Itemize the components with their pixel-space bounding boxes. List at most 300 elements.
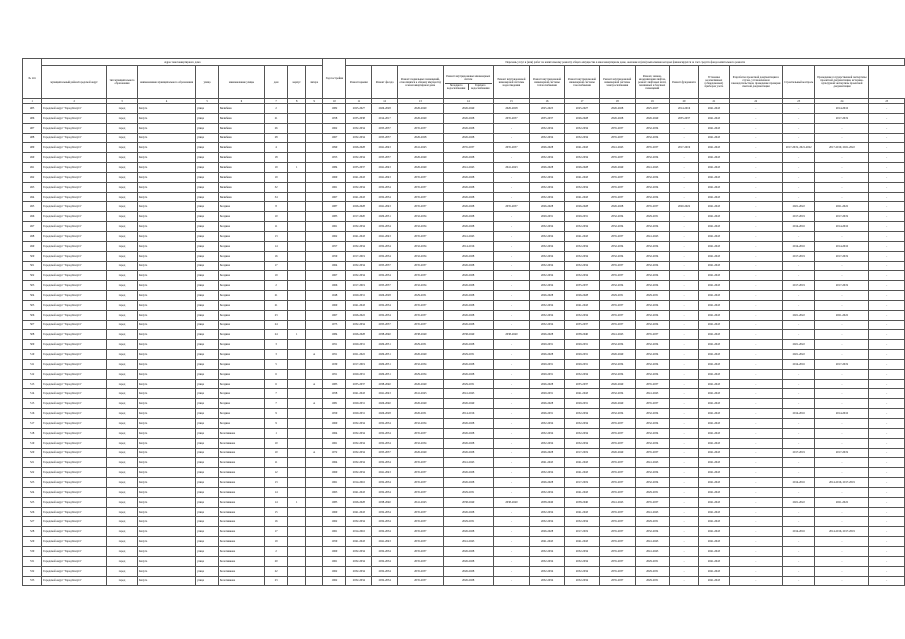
table-cell: Болотникова bbox=[218, 458, 264, 468]
table-cell: - bbox=[815, 340, 869, 350]
table-cell: - bbox=[493, 389, 529, 399]
table-cell: Болотникова bbox=[218, 448, 264, 458]
table-cell: 1962 bbox=[323, 576, 346, 586]
table-cell: город bbox=[107, 330, 138, 340]
column-number-cell: 10 bbox=[323, 99, 346, 104]
table-cell: 2021-2022 bbox=[782, 497, 814, 507]
table-cell: Болотникова bbox=[218, 556, 264, 566]
table-cell: - bbox=[815, 468, 869, 478]
table-cell: 2032-2034 bbox=[635, 182, 669, 192]
table-cell: 2032-2034 bbox=[530, 222, 565, 232]
table-cell: Болотникова bbox=[218, 527, 264, 537]
table-cell: - bbox=[782, 261, 814, 271]
table-row bbox=[23, 271, 905, 281]
table-cell: 2026-2028 bbox=[443, 556, 493, 566]
table-cell: 2029-2031 bbox=[346, 291, 372, 301]
table-cell: 2026-2028 bbox=[443, 419, 493, 429]
table-cell: - bbox=[729, 517, 782, 527]
table-cell bbox=[288, 448, 306, 458]
table-cell: - bbox=[729, 261, 782, 271]
table-cell: - bbox=[869, 419, 905, 429]
table-cell: 508 bbox=[23, 330, 42, 340]
table-cell: - bbox=[493, 369, 529, 379]
table-cell: 514 bbox=[23, 389, 42, 399]
table-cell: 2017-2019 bbox=[565, 448, 600, 458]
table-cell: 526 bbox=[23, 507, 42, 517]
table-cell: - bbox=[729, 182, 782, 192]
table-cell: - bbox=[815, 458, 869, 468]
table-cell: 2035-2037 bbox=[635, 330, 669, 340]
table-cell: 2035-2037 bbox=[398, 546, 444, 556]
table-cell: 21 bbox=[264, 113, 288, 123]
table-cell: Городской округ "Город Калуга" bbox=[42, 123, 107, 133]
table-cell: 489 bbox=[23, 143, 42, 153]
table-row bbox=[23, 527, 905, 537]
table-cell: 2032-2034 bbox=[398, 212, 444, 222]
table-cell: 2032-2034 bbox=[565, 409, 600, 419]
table-cell: 2017-2019 bbox=[815, 359, 869, 369]
table-cell: - bbox=[669, 212, 698, 222]
table-row bbox=[23, 340, 905, 350]
table-cell: 2029-2031 bbox=[398, 340, 444, 350]
table-cell: - bbox=[782, 428, 814, 438]
table-cell: 2026-2028 bbox=[443, 340, 493, 350]
table-cell: 2026-2040 bbox=[398, 379, 444, 389]
table-cell: 2035-2037 bbox=[599, 192, 635, 202]
table-cell: 2026-2028 bbox=[443, 153, 493, 163]
table-cell: 1959 bbox=[323, 409, 346, 419]
table-row bbox=[23, 222, 905, 232]
table-row bbox=[23, 359, 905, 369]
table-cell: 22 bbox=[264, 566, 288, 576]
table-cell: 2026-2031 bbox=[398, 409, 444, 419]
table-cell: - bbox=[669, 231, 698, 241]
table-cell bbox=[305, 202, 322, 212]
table-cell: - bbox=[493, 409, 529, 419]
table-cell: 2029-2031 bbox=[346, 369, 372, 379]
column-number-cell: 4 bbox=[137, 99, 195, 104]
column-number-cell: 11 bbox=[346, 99, 372, 104]
table-cell: улица bbox=[196, 399, 219, 409]
table-cell: - bbox=[869, 104, 905, 114]
table-row bbox=[23, 241, 905, 251]
table-cell: 2032-2034 bbox=[530, 192, 565, 202]
table-cell: 533 bbox=[23, 576, 42, 586]
table-cell: 16 bbox=[264, 251, 288, 261]
table-cell: 2032-2034 bbox=[635, 271, 669, 281]
table-cell bbox=[305, 497, 322, 507]
table-cell: - bbox=[493, 212, 529, 222]
table-cell: 2032-2034 bbox=[635, 123, 669, 133]
table-cell: Калуга bbox=[137, 399, 195, 409]
table-cell: 2032-2034 bbox=[565, 576, 600, 586]
table-cell: город bbox=[107, 163, 138, 173]
table-cell: - bbox=[815, 438, 869, 448]
table-cell: город bbox=[107, 419, 138, 429]
table-cell: - bbox=[869, 389, 905, 399]
table-cell: - bbox=[493, 576, 529, 586]
table-cell: - bbox=[669, 556, 698, 566]
table-cell: 2035-2037 bbox=[346, 379, 372, 389]
table-cell: 2032-2034 bbox=[565, 369, 600, 379]
table-cell: 28 bbox=[264, 133, 288, 143]
table-cell bbox=[288, 576, 306, 586]
table-cell: 2032-2034 bbox=[530, 271, 565, 281]
table-cell: - bbox=[493, 556, 529, 566]
table-cell: 2029-2031 bbox=[443, 379, 493, 389]
column-number-cell: 22 bbox=[729, 99, 782, 104]
table-cell: 2026-2028 bbox=[443, 320, 493, 330]
table-cell: - bbox=[493, 153, 529, 163]
table-cell: город bbox=[107, 340, 138, 350]
table-cell: Городской округ "Город Калуга" bbox=[42, 369, 107, 379]
column-number-cell: 6 bbox=[218, 99, 264, 104]
table-cell: 2032-2034 bbox=[398, 241, 444, 251]
table-cell: улица bbox=[196, 192, 219, 202]
table-cell: - bbox=[669, 182, 698, 192]
table-cell: - bbox=[669, 172, 698, 182]
table-cell: 2041-2043 bbox=[565, 468, 600, 478]
table-cell: Калуга bbox=[137, 123, 195, 133]
table-cell: 2026-2040 bbox=[398, 153, 444, 163]
table-cell: - bbox=[669, 163, 698, 173]
table-cell: - bbox=[869, 546, 905, 556]
table-cell: улица bbox=[196, 389, 219, 399]
table-cell: 2041-2043 bbox=[599, 497, 635, 507]
table-cell: город bbox=[107, 133, 138, 143]
table-cell: Болдина bbox=[218, 271, 264, 281]
table-cell: Городской округ "Город Калуга" bbox=[42, 507, 107, 517]
table-cell: А bbox=[305, 350, 322, 360]
table-cell: улица bbox=[196, 212, 219, 222]
table-cell: - bbox=[869, 359, 905, 369]
table-cell: 2032-2034 bbox=[635, 133, 669, 143]
table-cell: Болдина bbox=[218, 369, 264, 379]
table-cell: Болотникова bbox=[218, 576, 264, 586]
table-cell: 2041-2043 bbox=[699, 428, 729, 438]
table-cell: 531 bbox=[23, 556, 42, 566]
table-cell: - bbox=[869, 310, 905, 320]
table-cell: Калуга bbox=[137, 153, 195, 163]
table-cell: 2035-2037 bbox=[398, 556, 444, 566]
table-cell: Калуга bbox=[137, 291, 195, 301]
table-cell: 2035-2037 bbox=[493, 113, 529, 123]
table-cell: 529 bbox=[23, 537, 42, 547]
header-num: № п/п bbox=[23, 59, 42, 99]
table-cell: 2041-2043 bbox=[372, 537, 398, 547]
column-number-cell: 20 bbox=[669, 99, 698, 104]
table-cell: 2041-2043 bbox=[346, 389, 372, 399]
header-street-type: улица bbox=[196, 66, 219, 99]
table-row bbox=[23, 497, 905, 507]
table-cell: - bbox=[493, 537, 529, 547]
table-cell: улица bbox=[196, 448, 219, 458]
table-cell bbox=[288, 556, 306, 566]
table-row bbox=[23, 419, 905, 429]
table-row bbox=[23, 507, 905, 517]
table-cell: - bbox=[815, 576, 869, 586]
table-cell: 1960 bbox=[323, 546, 346, 556]
table-cell: 2032-2034 bbox=[599, 409, 635, 419]
table-cell: - bbox=[669, 300, 698, 310]
table-cell: улица bbox=[196, 507, 219, 517]
table-row bbox=[23, 163, 905, 173]
table-cell bbox=[305, 163, 322, 173]
table-cell: Городской округ "Город Калуга" bbox=[42, 212, 107, 222]
table-cell: 1961 bbox=[323, 222, 346, 232]
table-cell: 1 bbox=[264, 428, 288, 438]
table-cell: - bbox=[869, 448, 905, 458]
table-cell: 500 bbox=[23, 251, 42, 261]
table-cell: 2041-2043 bbox=[699, 487, 729, 497]
table-cell: 527 bbox=[23, 517, 42, 527]
table-cell: 1 bbox=[288, 163, 306, 173]
table-cell: 2032-2034 bbox=[599, 340, 635, 350]
table-cell: 2041-2043 bbox=[699, 507, 729, 517]
table-cell: - bbox=[869, 300, 905, 310]
table-cell: 2041-2043 bbox=[699, 192, 729, 202]
table-cell: - bbox=[729, 202, 782, 212]
table-cell: 2032-2034 bbox=[635, 192, 669, 202]
table-cell: - bbox=[729, 133, 782, 143]
table-cell: 2026-2028 bbox=[530, 448, 565, 458]
table-cell: 2041-2043 bbox=[699, 300, 729, 310]
table-cell: улица bbox=[196, 291, 219, 301]
table-cell: 2026-2028 bbox=[493, 104, 529, 114]
table-cell: город bbox=[107, 527, 138, 537]
table-cell: 2014-2016, 2017-2019 bbox=[815, 527, 869, 537]
table-cell: 11 bbox=[264, 222, 288, 232]
table-cell: - bbox=[869, 222, 905, 232]
table-cell: 2026-2028 bbox=[443, 222, 493, 232]
table-cell: 2041-2043 bbox=[699, 104, 729, 114]
table-cell: 2041-2043 bbox=[565, 458, 600, 468]
table-cell: Городской округ "Город Калуга" bbox=[42, 419, 107, 429]
table-cell: 2035-2037 bbox=[398, 192, 444, 202]
table-row bbox=[23, 202, 905, 212]
table-cell: Билибина bbox=[218, 123, 264, 133]
table-cell: 1959 bbox=[323, 537, 346, 547]
table-cell: город bbox=[107, 310, 138, 320]
table-cell bbox=[288, 212, 306, 222]
table-cell: улица bbox=[196, 487, 219, 497]
table-cell: - bbox=[815, 291, 869, 301]
table-cell: Билибина bbox=[218, 113, 264, 123]
table-cell: 2041-2043 bbox=[635, 507, 669, 517]
table-cell: - bbox=[669, 192, 698, 202]
table-cell: город bbox=[107, 241, 138, 251]
table-cell: 2017-2019 bbox=[346, 359, 372, 369]
table-cell: 2041-2043 bbox=[699, 359, 729, 369]
table-cell: - bbox=[729, 310, 782, 320]
table-cell: Городской округ "Город Калуга" bbox=[42, 556, 107, 566]
table-cell: - bbox=[782, 517, 814, 527]
table-cell: - bbox=[669, 409, 698, 419]
table-cell: 1958 bbox=[323, 113, 346, 123]
table-cell: улица bbox=[196, 369, 219, 379]
table-cell: - bbox=[669, 153, 698, 163]
table-cell: 2041-2043 bbox=[699, 330, 729, 340]
table-cell: - bbox=[869, 478, 905, 488]
table-cell: - bbox=[815, 556, 869, 566]
table-cell: 2026-2028 bbox=[530, 379, 565, 389]
table-cell: Калуга bbox=[137, 192, 195, 202]
table-cell: 2035-2037 bbox=[398, 182, 444, 192]
table-cell: 2026-2028 bbox=[398, 133, 444, 143]
table-cell: Болотникова bbox=[218, 487, 264, 497]
table-cell: 2038-2040 bbox=[443, 497, 493, 507]
table-cell: улица bbox=[196, 576, 219, 586]
table-cell: 2041-2043 bbox=[565, 300, 600, 310]
table-cell: 1983 bbox=[323, 379, 346, 389]
table-cell: 2032-2034 bbox=[599, 241, 635, 251]
table-cell: 2029-2031 bbox=[530, 340, 565, 350]
table-cell bbox=[288, 507, 306, 517]
table-cell: город bbox=[107, 281, 138, 291]
table-cell: 2026-2028 bbox=[443, 123, 493, 133]
table-cell: 2035-2037 bbox=[398, 458, 444, 468]
table-cell: - bbox=[729, 113, 782, 123]
column-number-cell: 5 bbox=[196, 99, 219, 104]
table-cell: 2035-2037 bbox=[493, 143, 529, 153]
table-cell: 2032-2034 bbox=[635, 320, 669, 330]
table-cell: 34 bbox=[264, 192, 288, 202]
table-cell: 2035-2037 bbox=[599, 566, 635, 576]
table-cell: Болдина bbox=[218, 231, 264, 241]
table-cell bbox=[288, 487, 306, 497]
table-cell: 492 bbox=[23, 172, 42, 182]
table-cell bbox=[288, 291, 306, 301]
table-cell: 2032-2034 bbox=[346, 438, 372, 448]
table-cell: - bbox=[729, 556, 782, 566]
table-cell: улица bbox=[196, 468, 219, 478]
table-cell: 2035-2037 bbox=[372, 153, 398, 163]
table-cell: Городской округ "Город Калуга" bbox=[42, 222, 107, 232]
table-cell: 2041-2043 bbox=[530, 458, 565, 468]
table-cell bbox=[305, 291, 322, 301]
table-cell: - bbox=[815, 153, 869, 163]
table-cell: Калуга bbox=[137, 478, 195, 488]
table-cell: 2035-2037 bbox=[565, 379, 600, 389]
table-cell: 2017-2019, 2021-2022 bbox=[815, 143, 869, 153]
header-engineering-label: Ремонт внутридомовых инженерных систем bbox=[446, 74, 491, 81]
table-cell: 2017-2019, 2021-2022 bbox=[782, 143, 814, 153]
header-foundation: Ремонт фундамента bbox=[669, 66, 698, 99]
table-cell: - bbox=[869, 281, 905, 291]
table-cell: 2032-2034 bbox=[346, 556, 372, 566]
table-cell: улица bbox=[196, 113, 219, 123]
table-cell: 2041-2043 bbox=[699, 537, 729, 547]
table-cell: 2 bbox=[264, 104, 288, 114]
table-cell: 2014-2016 bbox=[443, 409, 493, 419]
table-cell: 2026-2028 bbox=[565, 113, 600, 123]
table-cell: Калуга bbox=[137, 143, 195, 153]
table-cell: Городской округ "Город Калуга" bbox=[42, 281, 107, 291]
table-cell: - bbox=[669, 310, 698, 320]
table-cell: 2041-2043 bbox=[699, 261, 729, 271]
table-cell bbox=[288, 143, 306, 153]
table-cell: 2026-2028 bbox=[443, 192, 493, 202]
table-cell: 2032-2034 bbox=[530, 123, 565, 133]
table-cell: 521 bbox=[23, 458, 42, 468]
table-cell: 17 bbox=[264, 261, 288, 271]
table-cell: 2041-2043 bbox=[346, 487, 372, 497]
table-cell: 2014-2016, 2017-2019 bbox=[815, 478, 869, 488]
table-cell: 1953 bbox=[323, 153, 346, 163]
table-cell: 2025-2027 bbox=[635, 104, 669, 114]
table-cell: 2014-2016 bbox=[782, 359, 814, 369]
table-cell: 2041-2043 bbox=[565, 487, 600, 497]
table-cell: 2041-2043 bbox=[599, 143, 635, 153]
table-cell: 2032-2034 bbox=[635, 281, 669, 291]
table-cell: 2032-2034 bbox=[372, 517, 398, 527]
table-cell: улица bbox=[196, 330, 219, 340]
table-cell: 2017-2019 bbox=[782, 251, 814, 261]
table-cell: - bbox=[669, 350, 698, 360]
table-cell bbox=[305, 359, 322, 369]
table-cell: город bbox=[107, 143, 138, 153]
table-cell: - bbox=[815, 487, 869, 497]
table-cell: 2026-2028 bbox=[372, 104, 398, 114]
table-cell: - bbox=[493, 300, 529, 310]
table-cell: 2041-2043 bbox=[699, 281, 729, 291]
table-cell: Городской округ "Город Калуга" bbox=[42, 202, 107, 212]
table-cell: - bbox=[815, 379, 869, 389]
table-cell: 2032-2034 bbox=[635, 428, 669, 438]
table-row bbox=[23, 369, 905, 379]
table-cell: 2032-2034 bbox=[346, 241, 372, 251]
table-cell: 2041-2043 bbox=[346, 300, 372, 310]
table-cell: - bbox=[669, 478, 698, 488]
table-cell: 2032-2034 bbox=[346, 517, 372, 527]
table-cell: - bbox=[493, 172, 529, 182]
table-cell: город bbox=[107, 153, 138, 163]
column-number-cell: 2 bbox=[42, 99, 107, 104]
column-number-cell: 23 bbox=[782, 99, 814, 104]
table-cell: 7 bbox=[264, 389, 288, 399]
table-cell: 2026-2022 bbox=[346, 310, 372, 320]
table-cell: - bbox=[782, 546, 814, 556]
table-cell: 2035-2037 bbox=[372, 261, 398, 271]
table-cell: - bbox=[729, 271, 782, 281]
table-cell: Калуга bbox=[137, 487, 195, 497]
table-cell: - bbox=[729, 566, 782, 576]
table-cell bbox=[288, 153, 306, 163]
table-cell: - bbox=[782, 231, 814, 241]
table-cell: - bbox=[729, 281, 782, 291]
table-cell: улица bbox=[196, 527, 219, 537]
table-cell: 2032-2034 bbox=[372, 419, 398, 429]
table-cell: - bbox=[729, 350, 782, 360]
table-cell: 2032-2034 bbox=[372, 271, 398, 281]
table-cell bbox=[305, 438, 322, 448]
table-cell bbox=[305, 113, 322, 123]
table-cell: 523 bbox=[23, 478, 42, 488]
table-cell: Болотникова bbox=[218, 497, 264, 507]
table-cell: 2038-2040 bbox=[372, 330, 398, 340]
table-cell: 1951 bbox=[323, 340, 346, 350]
table-cell: 2026-2040 bbox=[599, 448, 635, 458]
table-cell: - bbox=[669, 330, 698, 340]
table-row bbox=[23, 576, 905, 586]
table-cell: улица bbox=[196, 320, 219, 330]
header-municipal-district: муниципальный район/городской округ bbox=[42, 66, 107, 99]
table-cell: 1967 bbox=[323, 310, 346, 320]
table-cell: 2032-2034 bbox=[372, 222, 398, 232]
table-cell: 2026-2040 bbox=[443, 399, 493, 409]
table-cell: 2029-2031 bbox=[372, 340, 398, 350]
table-cell bbox=[288, 133, 306, 143]
